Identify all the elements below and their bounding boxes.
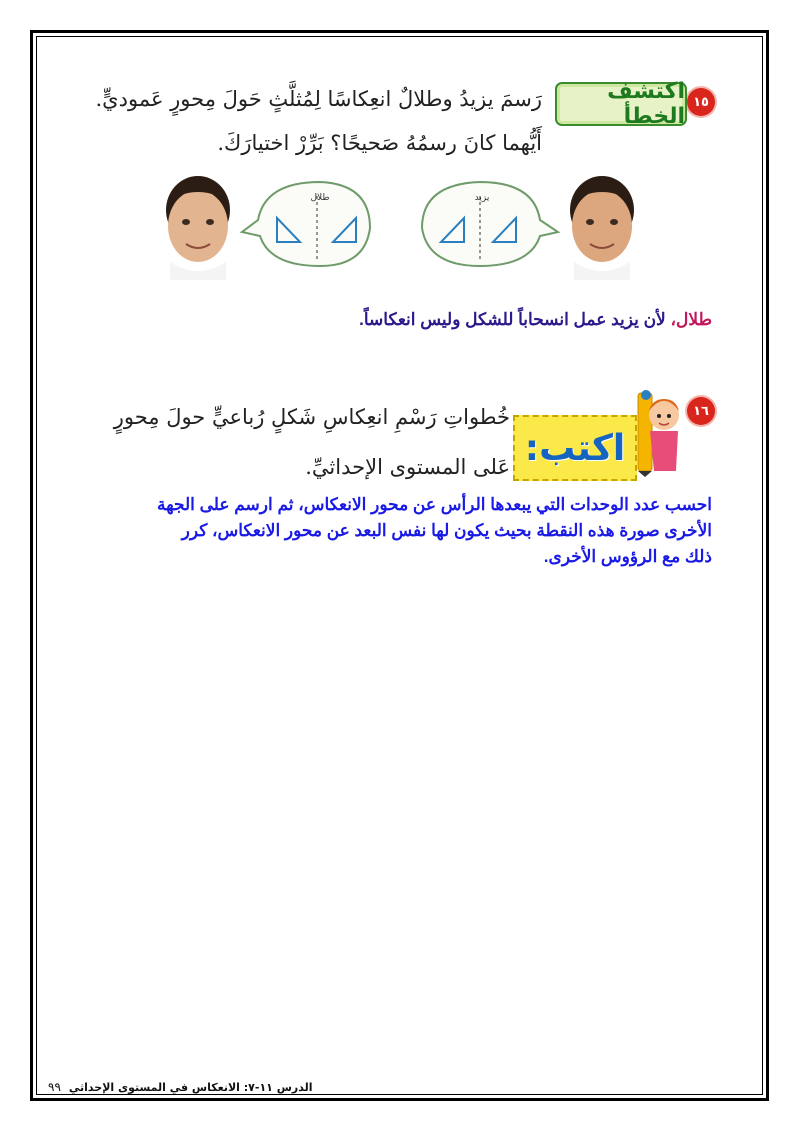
answer-16 bbox=[157, 492, 712, 570]
answer-16-line3: ذلك مع الرؤوس الأخرى. bbox=[543, 547, 712, 566]
answer-15 bbox=[359, 310, 712, 330]
find-error-label: اكتشف الخطأ bbox=[607, 79, 685, 129]
find-error-tag bbox=[555, 79, 687, 129]
answer-15-reason: لأن يزيد عمل انسحاباً للشكل وليس انعكاساً. bbox=[359, 310, 671, 329]
question-16-line2: عَلى المستوى الإحداثيِّ. bbox=[305, 455, 510, 479]
page-number: ٩٩ bbox=[48, 1080, 61, 1094]
lesson-title: الدرس ١١-٧: الانعكاس في المستوى الإحداثي bbox=[68, 1080, 313, 1094]
talal-avatar bbox=[166, 176, 230, 280]
question-15-line2: أَيُّهما كانَ رسمُهُ صَحيحًا؟ بَرِّرْ اختيارَكَ. bbox=[217, 131, 542, 155]
write-tag bbox=[513, 415, 637, 481]
write-label: اكتب: bbox=[524, 427, 626, 469]
reflection-illustration bbox=[160, 170, 640, 280]
answer-16-line2: الأخرى صورة هذه النقطة بحيث يكون لها نفس البعد عن محور الانعكاس، كرر bbox=[181, 521, 712, 540]
yazeed-speech-bubble bbox=[422, 182, 558, 266]
question-15-line1: رَسمَ يزيدُ وطلالٌ انعِكاسًا لِمُثلَّثٍ حَولَ مِحورٍ عَموديٍّ. bbox=[95, 87, 542, 111]
yazeed-label: يزيد bbox=[474, 193, 490, 203]
answer-16-line1: احسب عدد الوحدات التي يبعدها الرأس عن محور الانعكاس، ثم ارسم على الجهة bbox=[157, 495, 712, 514]
talal-speech-bubble bbox=[242, 182, 370, 266]
yazeed-avatar bbox=[570, 176, 634, 280]
page-footer bbox=[48, 1080, 313, 1094]
pencil-girl-icon bbox=[632, 385, 684, 477]
question-16-line1: خُطواتِ رَسْمِ انعِكاسِ شَكلٍ رُباعيٍّ حولَ مِحورٍ bbox=[113, 405, 510, 429]
question-15-number: ١٥ bbox=[687, 88, 715, 116]
talal-label: طلال bbox=[310, 193, 330, 203]
answer-15-name: طلال، bbox=[670, 310, 712, 329]
question-16-number: ١٦ bbox=[687, 397, 715, 425]
